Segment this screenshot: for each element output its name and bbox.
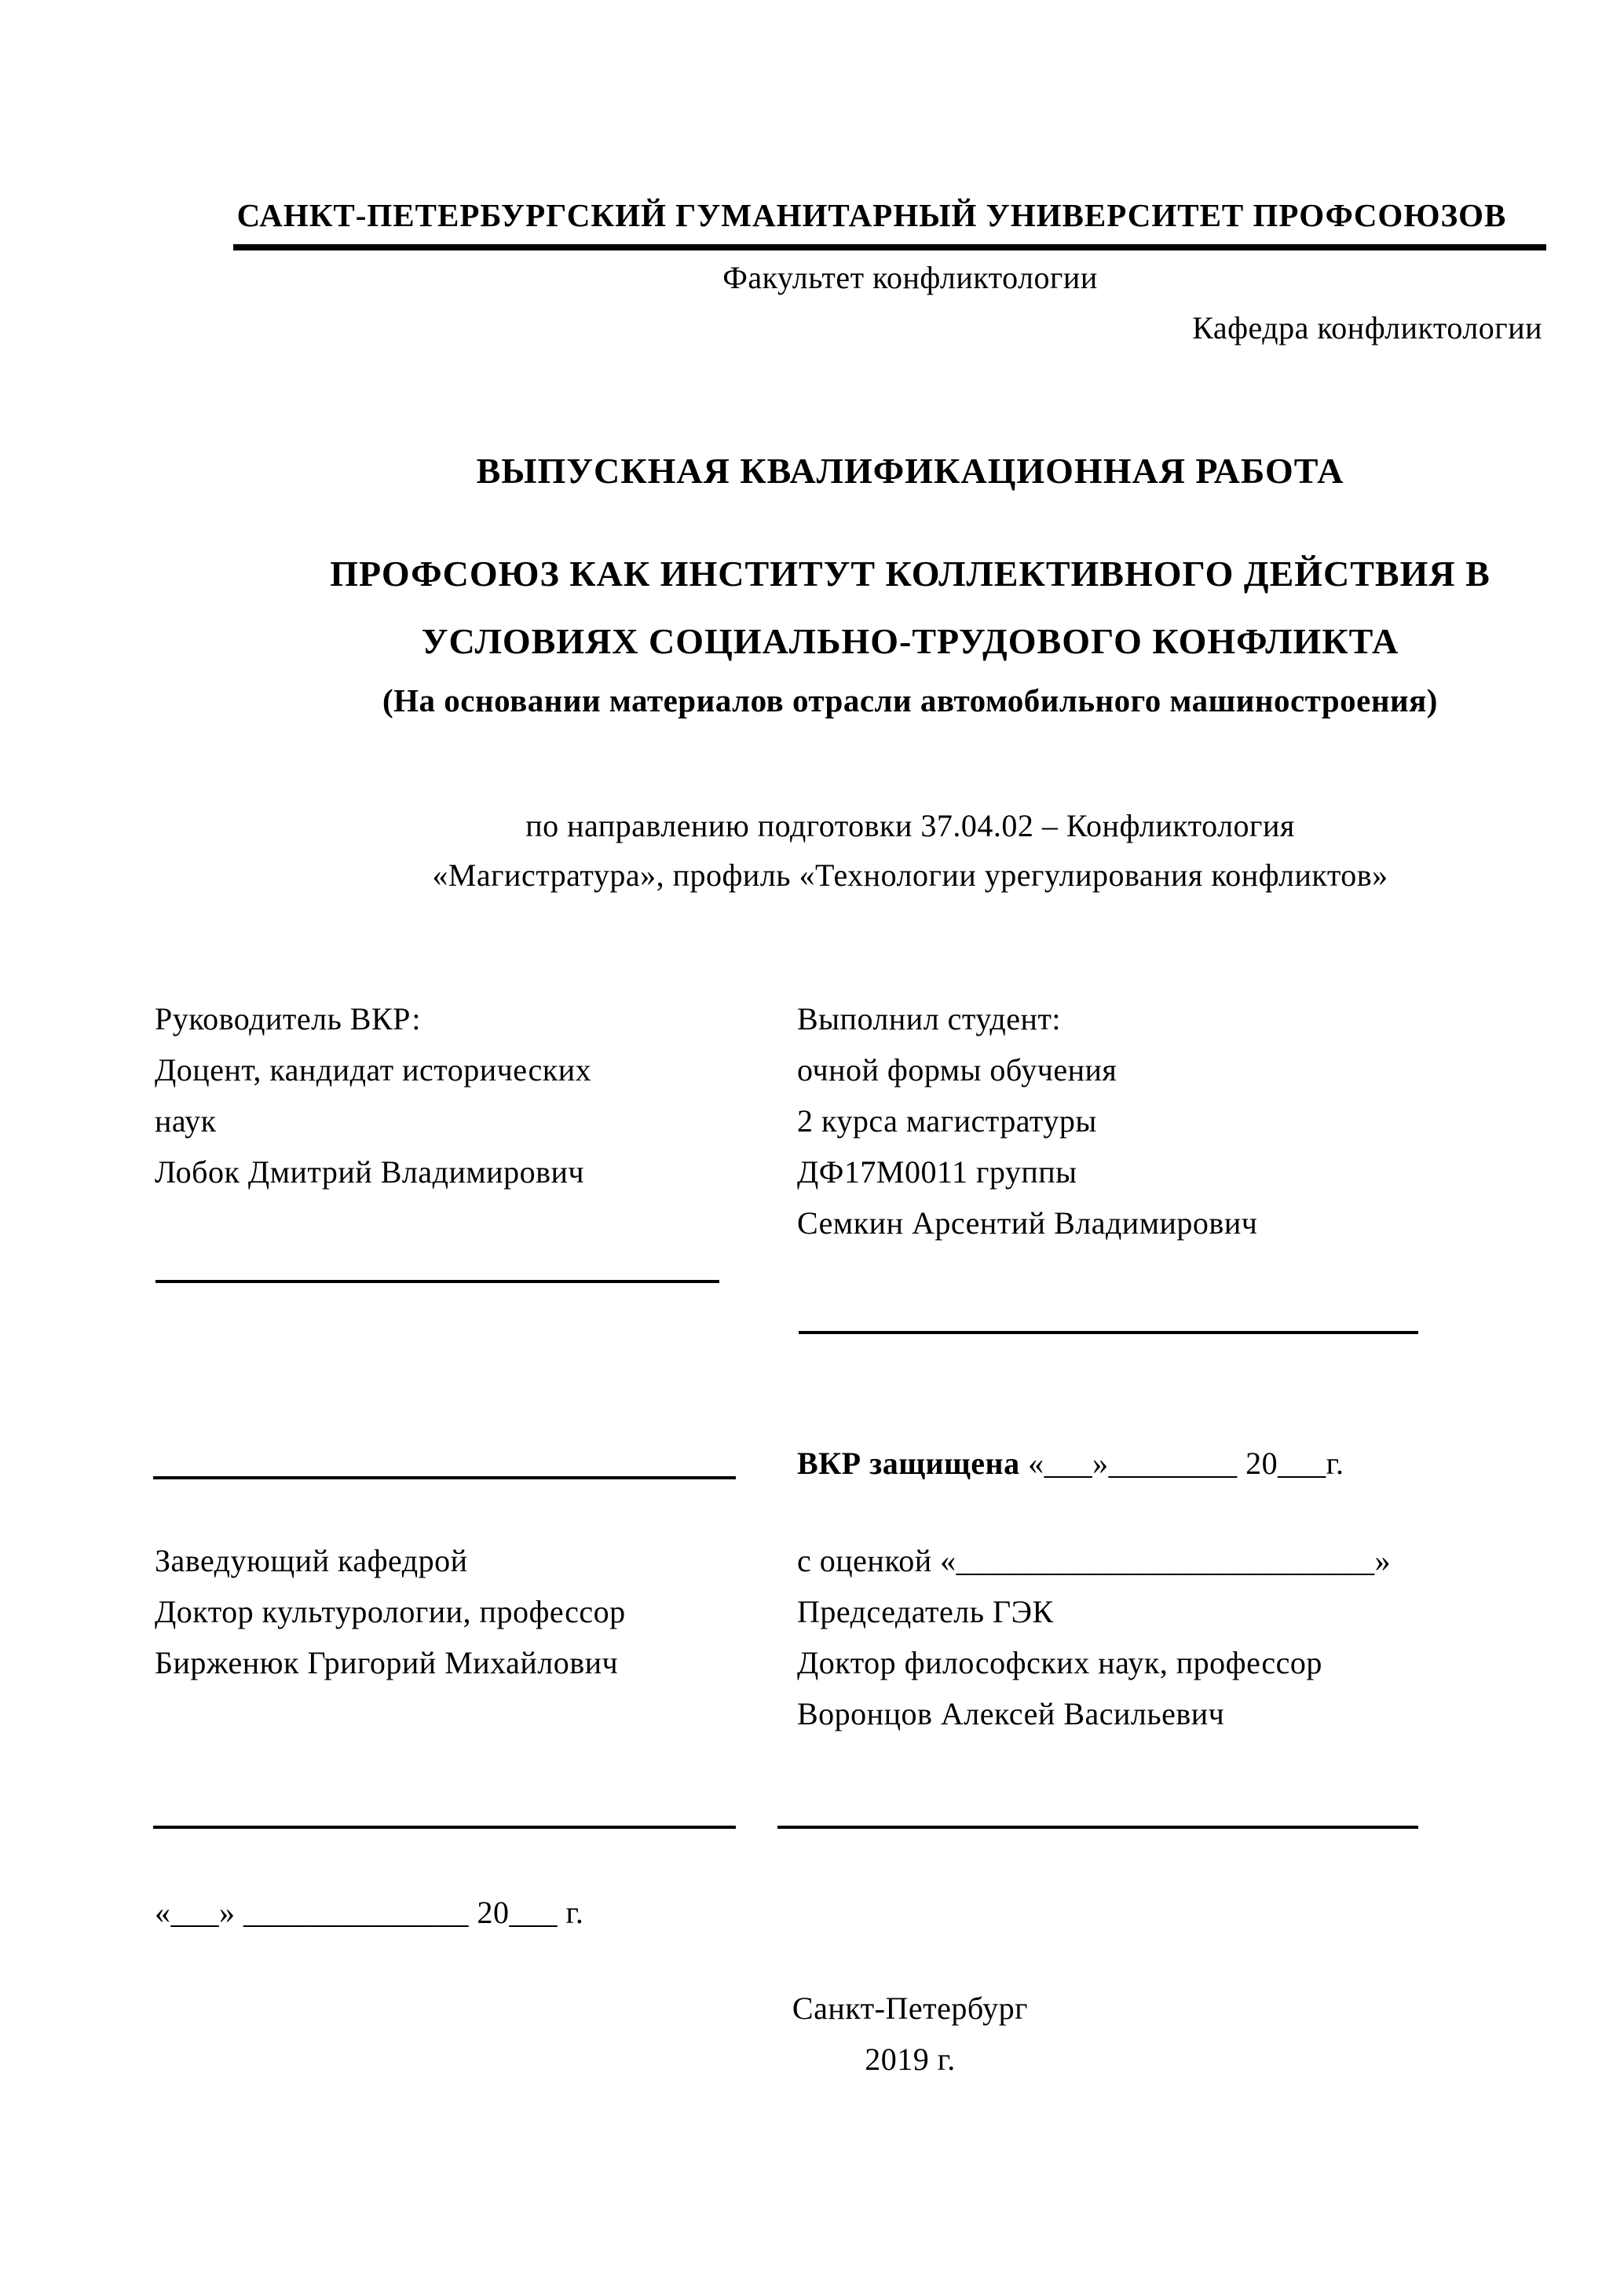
- head-department-name: Бирженюк Григорий Михайлович: [155, 1645, 619, 1680]
- supervisor-block: [155, 993, 591, 1197]
- student-block: [797, 993, 1257, 1249]
- committee-chair-degree: Доктор философских наук, профессор: [797, 1645, 1322, 1680]
- supervisor-signature-line: [155, 1280, 719, 1283]
- head-signature-line-lower: [153, 1826, 736, 1829]
- program-block: [196, 801, 1624, 900]
- committee-chair-title: Председатель ГЭК: [797, 1594, 1054, 1629]
- student-signature-line: [799, 1331, 1418, 1334]
- supervisor-name: Лобок Дмитрий Владимирович: [155, 1154, 584, 1190]
- student-course: 2 курса магистратуры: [797, 1103, 1097, 1139]
- head-department-block: [155, 1535, 626, 1688]
- department-name: Кафедра конфликтологии: [1192, 310, 1542, 345]
- program-profile: «Магистратура», профиль «Технологии урегулирования конфликтов»: [432, 857, 1388, 893]
- defense-status-label: ВКР защищена: [797, 1446, 1020, 1481]
- city-name: Санкт-Петербург: [792, 1991, 1029, 2026]
- thesis-title: [196, 540, 1624, 675]
- thesis-title-line-2: УСЛОВИЯХ СОЦИАЛЬНО-ТРУДОВОГО КОНФЛИКТА: [421, 621, 1399, 661]
- supervisor-degree-line-1: Доцент, кандидат исторических: [155, 1052, 592, 1088]
- head-department-title: Заведующий кафедрой: [155, 1543, 468, 1578]
- supervisor-degree-line-2: наук: [155, 1103, 217, 1139]
- program-direction: по направлению подготовки 37.04.02 – Конфликтология: [525, 808, 1295, 843]
- year-label: 2019 г.: [865, 2042, 956, 2077]
- faculty-name: Факультет конфликтологии: [722, 260, 1098, 295]
- work-type-title: ВЫПУСКНАЯ КВАЛИФИКАЦИОННАЯ РАБОТА: [476, 451, 1344, 491]
- city-year-block: [196, 1983, 1624, 2085]
- header-rule: [233, 244, 1546, 250]
- student-label: Выполнил студент:: [797, 1001, 1061, 1036]
- student-group: ДФ17М0011 группы: [797, 1154, 1077, 1190]
- date-blank-line: «___» ______________ 20___ г.: [155, 1895, 584, 1930]
- head-department-degree: Доктор культурологии, профессор: [155, 1594, 626, 1629]
- student-study-form: очной формы обучения: [797, 1052, 1117, 1088]
- committee-block: [797, 1535, 1391, 1739]
- chair-signature-line: [777, 1826, 1418, 1829]
- defense-status-line: [797, 1445, 1344, 1482]
- committee-chair-name: Воронцов Алексей Васильевич: [797, 1696, 1225, 1731]
- thesis-title-line-1: ПРОФСОЮЗ КАК ИНСТИТУТ КОЛЛЕКТИВНОГО ДЕЙСТВИЯ В: [330, 554, 1490, 594]
- grade-blank-line: с оценкой «__________________________»: [797, 1543, 1392, 1578]
- head-signature-line-upper: [153, 1476, 736, 1479]
- thesis-subtitle: (На основании материалов отрасли автомобильного машиностроения): [382, 682, 1438, 718]
- defense-date-blank: «___»________ 20___г.: [1019, 1446, 1344, 1481]
- supervisor-label: Руководитель ВКР:: [155, 1001, 422, 1036]
- university-name: САНКТ-ПЕТЕРБУРГСКИЙ ГУМАНИТАРНЫЙ УНИВЕРСИТЕТ ПРОФСОЮЗОВ: [236, 197, 1507, 233]
- student-name: Семкин Арсентий Владимирович: [797, 1205, 1258, 1241]
